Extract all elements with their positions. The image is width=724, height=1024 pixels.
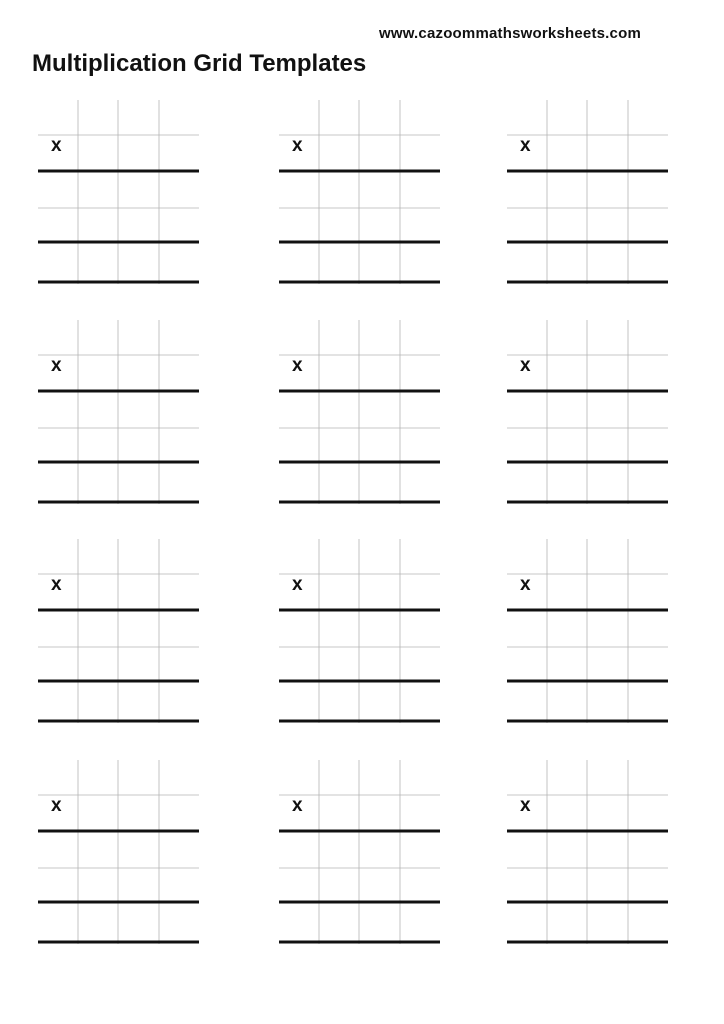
grid-lines [38,539,200,725]
grid-lines [279,100,441,286]
multiplication-sign: x [520,574,531,595]
grid-lines [279,760,441,946]
multiplication-sign: x [520,795,531,816]
multiplication-grid-7 [38,539,200,725]
grid-lines [279,539,441,725]
grid-lines [38,100,200,286]
multiplication-sign: x [292,135,303,156]
multiplication-sign: x [520,135,531,156]
grid-lines [507,539,669,725]
multiplication-grid-11 [279,760,441,946]
grid-lines [38,320,200,506]
grid-lines [507,760,669,946]
multiplication-sign: x [51,574,62,595]
multiplication-sign: x [292,795,303,816]
multiplication-sign: x [51,355,62,376]
multiplication-grid-2 [279,100,441,286]
multiplication-sign: x [292,355,303,376]
multiplication-grid-3 [507,100,669,286]
multiplication-grid-9 [507,539,669,725]
multiplication-sign: x [292,574,303,595]
multiplication-grid-4 [38,320,200,506]
grid-lines [507,100,669,286]
multiplication-grid-5 [279,320,441,506]
grid-lines [279,320,441,506]
multiplication-sign: x [520,355,531,376]
multiplication-grid-1 [38,100,200,286]
grid-lines [38,760,200,946]
multiplication-grid-10 [38,760,200,946]
multiplication-sign: x [51,795,62,816]
multiplication-grid-12 [507,760,669,946]
grid-lines [507,320,669,506]
multiplication-sign: x [51,135,62,156]
multiplication-grid-8 [279,539,441,725]
multiplication-grid-6 [507,320,669,506]
website-url: www.cazoommathsworksheets.com [379,25,641,42]
page-title: Multiplication Grid Templates [32,50,367,77]
